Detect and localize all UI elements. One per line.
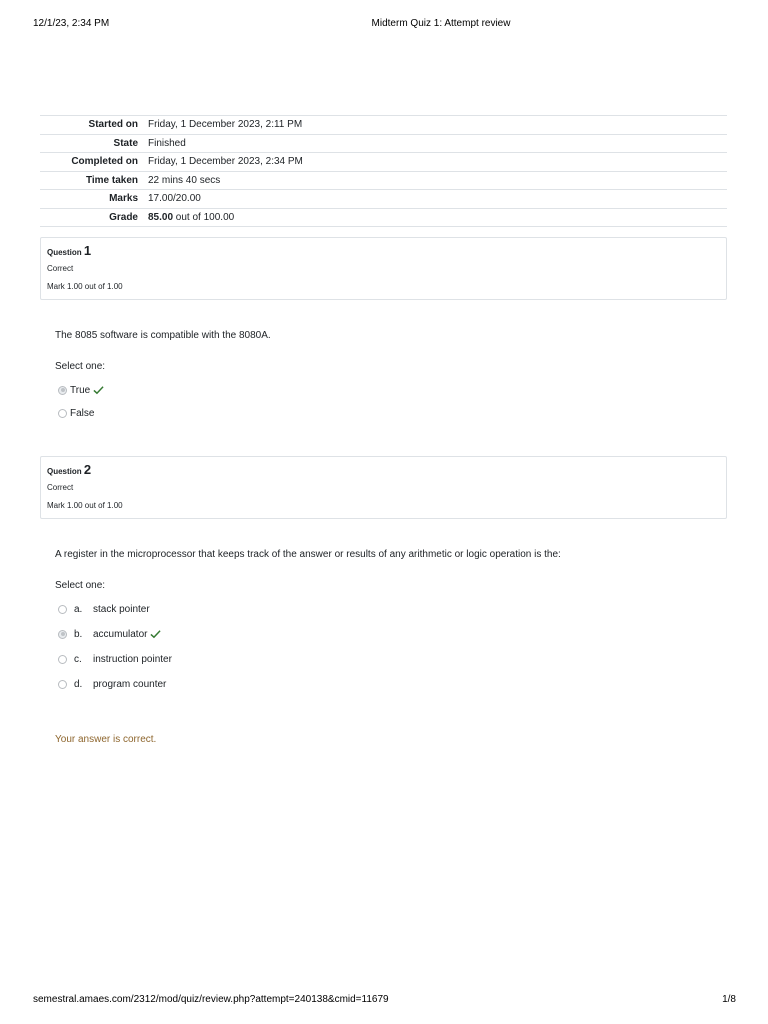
- summary-value: 17.00/20.00: [148, 193, 201, 205]
- question-prefix: Question: [47, 467, 84, 476]
- summary-row: [40, 190, 727, 209]
- radio-icon[interactable]: [58, 680, 67, 689]
- grade-suffix: out of 100.00: [173, 211, 235, 223]
- question-2-prompt: Select one:: [55, 580, 106, 591]
- answer-option-c[interactable]: [58, 652, 172, 666]
- option-letter: d.: [74, 678, 83, 690]
- question-number: [47, 244, 726, 260]
- summary-row: [40, 171, 727, 190]
- question-prefix: Question: [47, 248, 84, 257]
- radio-icon[interactable]: [58, 409, 67, 418]
- question-state: Correct: [47, 483, 74, 492]
- print-page-title: Midterm Quiz 1: Attempt review: [371, 18, 511, 29]
- question-number-value: 1: [83, 243, 92, 258]
- question-mark: Mark 1.00 out of 1.00: [47, 282, 123, 291]
- question-1-info: [40, 237, 727, 300]
- grade-value: [144, 208, 727, 227]
- question-number: [47, 463, 726, 479]
- option-label: stack pointer: [93, 603, 150, 615]
- option-label: False: [70, 407, 95, 419]
- option-label: True: [70, 384, 91, 396]
- summary-label: Completed on: [71, 156, 138, 168]
- print-timestamp: 12/1/23, 2:34 PM: [33, 18, 110, 29]
- summary-row: [40, 153, 727, 172]
- option-letter: a.: [74, 603, 83, 615]
- print-page-number: 1/8: [722, 994, 736, 1005]
- option-letter: c.: [74, 653, 82, 665]
- question-state: Correct: [47, 264, 74, 273]
- radio-icon[interactable]: [58, 655, 67, 664]
- question-mark: Mark 1.00 out of 1.00: [47, 501, 123, 510]
- radio-selected-icon[interactable]: [58, 630, 67, 639]
- question-1-text: The 8085 software is compatible with the 8080A.: [55, 330, 271, 341]
- radio-icon[interactable]: [58, 605, 67, 614]
- option-label: accumulator: [93, 628, 148, 640]
- question-number-value: 2: [83, 462, 92, 477]
- summary-label: Marks: [109, 193, 138, 205]
- option-label: program counter: [93, 678, 167, 690]
- answer-option-a[interactable]: [58, 602, 150, 616]
- answer-option-d[interactable]: [58, 677, 166, 691]
- summary-label: State: [113, 137, 138, 149]
- answer-option-false[interactable]: [58, 406, 94, 420]
- grade-label: Grade: [109, 211, 138, 223]
- radio-selected-icon[interactable]: [58, 386, 67, 395]
- check-icon: [93, 385, 104, 395]
- summary-label: Time taken: [85, 174, 138, 186]
- summary-row-grade: [40, 208, 727, 227]
- question-2-info: [40, 456, 727, 519]
- answer-option-b[interactable]: [58, 627, 161, 641]
- option-letter: b.: [74, 628, 83, 640]
- summary-row: [40, 116, 727, 135]
- answer-option-true[interactable]: [58, 383, 104, 397]
- check-icon: [150, 629, 161, 639]
- question-1-prompt: Select one:: [55, 361, 106, 372]
- option-label: instruction pointer: [93, 653, 172, 665]
- question-2-feedback: Your answer is correct.: [55, 734, 157, 745]
- grade-score: 85.00: [148, 211, 174, 223]
- summary-value: Finished: [148, 137, 186, 149]
- summary-value: 22 mins 40 secs: [148, 174, 221, 186]
- question-2-text: A register in the microprocessor that keeps track of the answer or results of any arithmetic or logic operation is the:: [55, 549, 561, 560]
- summary-label: Started on: [88, 119, 138, 131]
- print-url: semestral.amaes.com/2312/mod/quiz/review.php?attempt=240138&cmid=11679: [33, 994, 389, 1005]
- attempt-summary-table: [40, 115, 727, 227]
- summary-row: [40, 134, 727, 153]
- summary-value: Friday, 1 December 2023, 2:11 PM: [148, 119, 303, 131]
- summary-value: Friday, 1 December 2023, 2:34 PM: [148, 156, 303, 168]
